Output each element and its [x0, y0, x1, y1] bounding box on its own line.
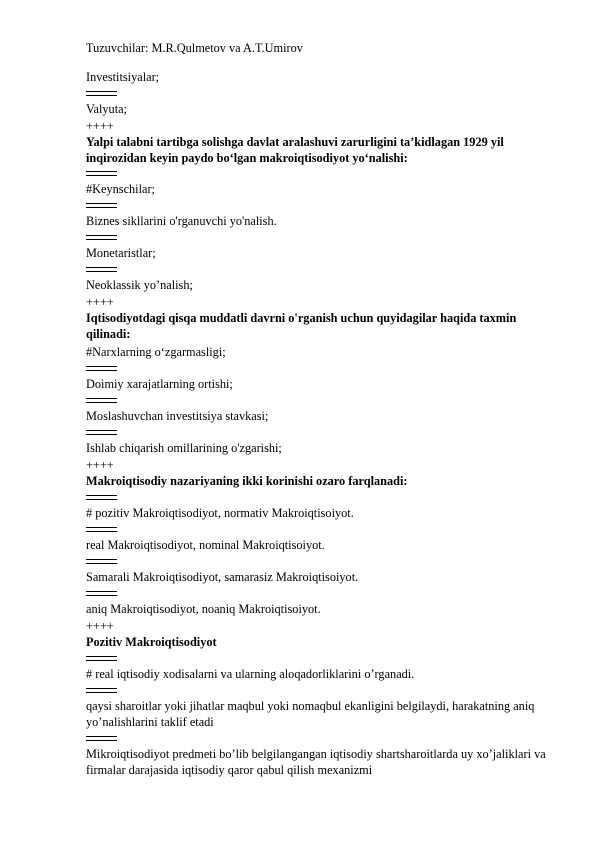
answer-option: Investitsiyalar; [86, 70, 160, 84]
answer-separator [86, 430, 117, 435]
answer-separator [86, 688, 117, 693]
answer-separator [86, 656, 117, 661]
answer-option: Ishlab chiqarish omillarining o'zgarishi; [86, 441, 282, 455]
answer-separator [86, 736, 117, 741]
answer-option: # real iqtisodiy xodisalarni va ularning aloqadorliklarini o’rganadi. [86, 667, 415, 681]
answer-separator [86, 235, 117, 240]
question-marker: ++++ [86, 295, 114, 309]
answer-option: #Narxlarning o‘zgarmasligi; [86, 345, 226, 359]
answer-separator [86, 267, 117, 272]
question-text: Iqtisodiyotdagi qisqa muddatli davrni o'rganish uchun quyidagilar haqida taxmin qilinadi: [86, 311, 517, 341]
answer-option: real Makroiqtisodiyot, nominal Makroiqtisoiyot. [86, 538, 325, 552]
question-marker: ++++ [86, 619, 114, 633]
answer-option: Mikroiqtisodiyot predmeti bo’lib belgilangangan iqtisodiy shartsharoitlarda uy xo’jaliklari va firmalar darajasida iqtisodiy qaror qabul qilish mexanizmi [86, 747, 546, 777]
answer-option: Doimiy xarajatlarning ortishi; [86, 377, 233, 391]
answer-separator [86, 559, 117, 564]
answer-option: aniq Makroiqtisodiyot, noaniq Makroiqtisoiyot. [86, 602, 321, 616]
answer-option: qaysi sharoitlar yoki jihatlar maqbul yoki nomaqbul ekanligini belgilaydi, harakatning aniq yo’nalishlarini taklif etadi [86, 699, 535, 729]
answer-separator [86, 591, 117, 596]
question-text: Makroiqtisodiy nazariyaning ikki korinishi ozaro farqlanadi: [86, 474, 408, 488]
authors-line: Tuzuvchilar: M.R.Qulmetov va A.T.Umirov [86, 41, 303, 55]
answer-separator [86, 527, 117, 532]
answer-option: Valyuta; [86, 102, 127, 116]
answer-option: Neoklassik yo’nalish; [86, 278, 193, 292]
answer-option: Monetaristlar; [86, 246, 156, 260]
answer-option: Samarali Makroiqtisodiyot, samarasiz Makroiqtisoiyot. [86, 570, 359, 584]
question-marker: ++++ [86, 119, 114, 133]
answer-separator [86, 366, 117, 371]
answer-separator [86, 398, 117, 403]
answer-separator [86, 203, 117, 208]
answer-option: Moslashuvchan investitsiya stavkasi; [86, 409, 269, 423]
question-text: Pozitiv Makroiqtisodiyot [86, 635, 217, 649]
answer-separator [86, 495, 117, 500]
question-marker: ++++ [86, 458, 114, 472]
answer-separator [86, 171, 117, 176]
answer-separator [86, 91, 117, 96]
answer-option: # pozitiv Makroiqtisodiyot, normativ Makroiqtisoiyot. [86, 506, 354, 520]
answer-option: Biznes sikllarini o'rganuvchi yo'nalish. [86, 214, 277, 228]
question-text: Yalpi talabni tartibga solishga davlat aralashuvi zarurligini ta’kidlagan 1929 yil inqirozidan keyin paydo bo‘lgan makroiqtisodiyot yo‘nalishi: [86, 135, 504, 165]
answer-option: #Keynschilar; [86, 182, 155, 196]
